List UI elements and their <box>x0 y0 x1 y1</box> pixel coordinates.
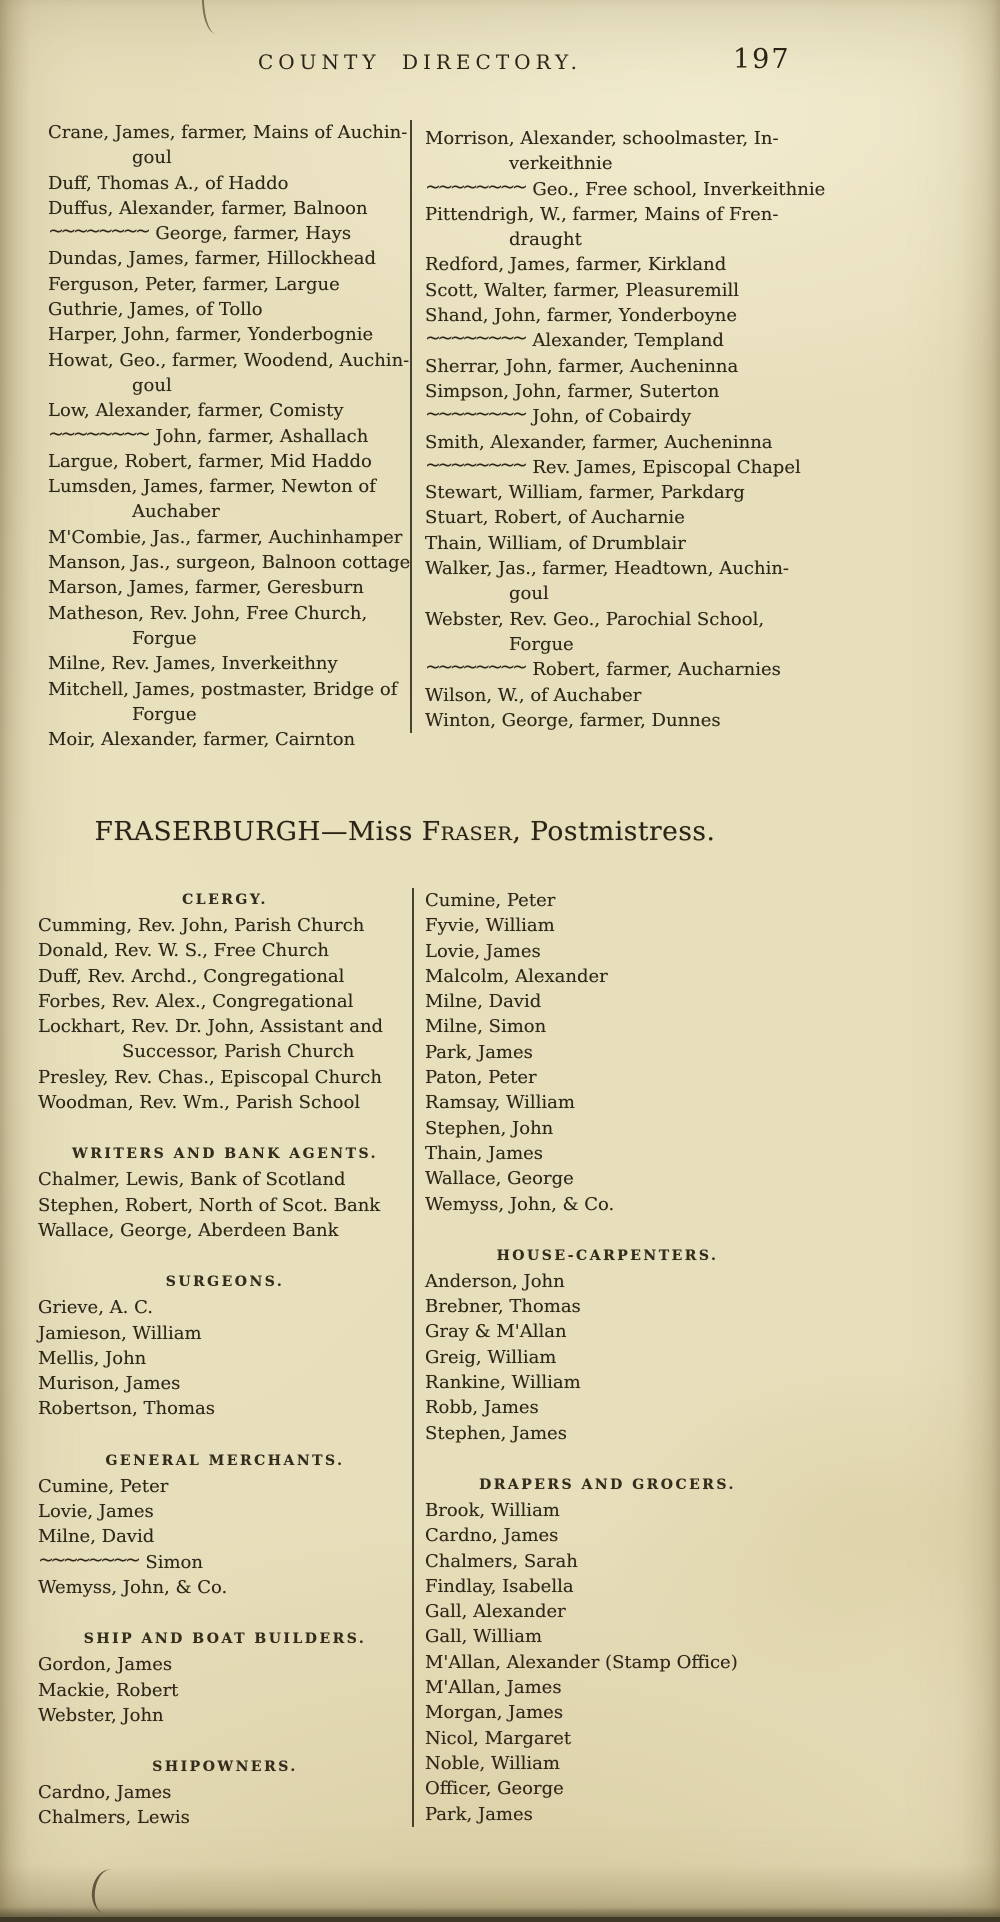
entry-continuation: goul <box>509 583 549 605</box>
directory-entry: Cardno, James <box>425 1525 559 1547</box>
directory-entry: Chalmers, Lewis <box>38 1807 190 1829</box>
directory-entry: Lockhart, Rev. Dr. John, Assistant and <box>38 1016 384 1038</box>
directory-entry: Presley, Rev. Chas., Episcopal Church <box>38 1066 382 1088</box>
trade-heading: SHIP AND BOAT BUILDERS. <box>83 1631 367 1648</box>
directory-entry: Mitchell, James, postmaster, Bridge of <box>48 678 398 700</box>
directory-entry: Crane, James, farmer, Mains of Auchin- <box>48 122 408 143</box>
directory-entry: Stephen, Robert, North of Scot. Bank <box>38 1194 381 1216</box>
county-column-right <box>410 120 825 733</box>
directory-entry: Webster, Rev. Geo., Parochial School, <box>425 608 765 630</box>
directory-entry: M'Allan, James <box>425 1677 562 1699</box>
directory-entry: Chalmer, Lewis, Bank of Scotland <box>38 1169 346 1191</box>
directory-entry: Park, James <box>425 1803 533 1825</box>
ditto-mark: ~~~~~~~~ <box>48 220 148 243</box>
directory-entry: ~~~~~~~~ Rev. James, Episcopal Chapel <box>425 453 801 478</box>
directory-entry: Webster, John <box>38 1704 164 1726</box>
directory-entry: Stephen, John <box>425 1117 554 1139</box>
directory-entry: ~~~~~~~~ George, farmer, Hays <box>48 220 352 245</box>
directory-entry: Murison, James <box>38 1373 181 1395</box>
trade-heading: CLERGY. <box>182 892 268 908</box>
ditto-mark: ~~~~~~~~ <box>38 1548 138 1571</box>
directory-entry: Gall, Alexander <box>425 1601 566 1623</box>
directory-entry: Cumming, Rev. John, Parish Church <box>38 915 365 936</box>
directory-entry: Cumine, Peter <box>38 1475 169 1497</box>
directory-entry: Harper, John, farmer, Yonderbognie <box>48 324 374 346</box>
directory-entry: Wemyss, John, & Co. <box>38 1576 228 1598</box>
directory-entry: Morgan, James <box>425 1702 564 1724</box>
directory-entry: Lovie, James <box>38 1501 154 1523</box>
entry-continuation: draught <box>509 229 582 251</box>
directory-entry: M'Combie, Jas., farmer, Auchinhamper <box>48 526 403 548</box>
trade-heading: DRAPERS AND GROCERS. <box>479 1476 736 1493</box>
directory-entry: Gordon, James <box>38 1654 173 1676</box>
directory-entry: Moir, Alexander, farmer, Cairnton <box>48 729 356 751</box>
entry-continuation: Forgue <box>509 633 574 655</box>
directory-entry: Manson, Jas., surgeon, Balnoon cottage <box>48 552 411 574</box>
directory-entry: Mackie, Robert <box>38 1679 179 1701</box>
ditto-mark: ~~~~~~~~ <box>425 453 525 476</box>
directory-entry: Milne, David <box>38 1526 155 1548</box>
directory-entry: ~~~~~~~~ Robert, farmer, Aucharnies <box>425 656 781 681</box>
directory-entry: Stewart, William, farmer, Parkdarg <box>425 482 745 504</box>
directory-entry: Low, Alexander, farmer, Comisty <box>48 400 344 422</box>
directory-entry: Greig, William <box>425 1346 557 1368</box>
directory-entry: Fyvie, William <box>425 915 555 937</box>
directory-entry: ~~~~~~~~ Geo., Free school, Inverkeithnie <box>425 175 826 200</box>
entry-continuation: goul <box>132 374 172 396</box>
directory-entry: Milne, Rev. James, Inverkeithny <box>48 653 338 675</box>
fraserburgh-heading <box>40 816 770 847</box>
ditto-mark: ~~~~~~~~ <box>425 327 525 350</box>
directory-entry: Robb, James <box>425 1397 539 1419</box>
directory-entry: Howat, Geo., farmer, Woodend, Auchin- <box>48 349 410 371</box>
directory-entry: Shand, John, farmer, Yonderboyne <box>425 305 737 327</box>
directory-entry: Rankine, William <box>425 1372 581 1394</box>
directory-entry: Thain, James <box>425 1142 544 1164</box>
fraserburgh-place: FRASERBURGH <box>94 816 321 847</box>
trade-heading: SHIPOWNERS. <box>152 1759 298 1776</box>
directory-entry: Nicol, Margaret <box>425 1727 572 1749</box>
directory-entry: Stephen, James <box>425 1422 567 1444</box>
trade-heading: SURGEONS. <box>165 1274 285 1291</box>
directory-entry: Lovie, James <box>425 940 541 962</box>
postmistress-pre: Miss <box>347 816 422 847</box>
trade-heading: HOUSE-CARPENTERS. <box>496 1247 719 1264</box>
directory-entry: Woodman, Rev. Wm., Parish School <box>38 1092 361 1114</box>
directory-entry: Largue, Robert, farmer, Mid Haddo <box>48 450 372 472</box>
directory-entry: Cumine, Peter <box>425 890 556 911</box>
directory-entry: Duff, Thomas A., of Haddo <box>48 172 289 194</box>
directory-entry: Jamieson, William <box>38 1322 202 1344</box>
directory-entry: Walker, Jas., farmer, Headtown, Auchin- <box>425 558 790 580</box>
directory-entry: Duffus, Alexander, farmer, Balnoon <box>48 197 368 219</box>
heading-dash: — <box>320 816 348 847</box>
directory-entry: Dundas, James, farmer, Hillockhead <box>48 248 376 270</box>
scan-crease-mark <box>201 0 220 35</box>
directory-entry: Noble, William <box>425 1752 560 1774</box>
directory-entry: Marson, James, farmer, Geresburn <box>48 577 364 599</box>
directory-entry: Gall, William <box>425 1626 543 1648</box>
ditto-mark: ~~~~~~~~ <box>425 175 525 198</box>
directory-entry: Malcolm, Alexander <box>425 965 608 987</box>
directory-entry: Robertson, Thomas <box>38 1398 215 1420</box>
fraserburgh-column-right <box>412 888 790 1827</box>
directory-entry: Brook, William <box>425 1499 560 1521</box>
directory-entry: Simpson, John, farmer, Suterton <box>425 380 720 402</box>
trade-heading: WRITERS AND BANK AGENTS. <box>71 1146 378 1163</box>
directory-entry: Pittendrigh, W., farmer, Mains of Fren- <box>425 203 779 225</box>
ditto-mark: ~~~~~~~~ <box>48 422 148 445</box>
directory-entry: Stuart, Robert, of Aucharnie <box>425 507 685 529</box>
directory-entry: Matheson, Rev. John, Free Church, <box>48 602 368 624</box>
directory-entry: Milne, David <box>425 991 542 1013</box>
directory-entry: Guthrie, James, of Tollo <box>48 299 263 321</box>
postmistress-post: , Postmistress. <box>512 816 716 847</box>
directory-entry: Paton, Peter <box>425 1067 537 1089</box>
directory-entry: Officer, George <box>425 1778 564 1800</box>
directory-entry: Grieve, A. C. <box>38 1297 153 1319</box>
directory-entry: Forbes, Rev. Alex., Congregational <box>38 990 354 1012</box>
directory-entry: Mellis, John <box>38 1347 147 1369</box>
directory-entry: Sherrar, John, farmer, Aucheninna <box>425 355 739 377</box>
directory-entry: Lumsden, James, farmer, Newton of <box>48 476 376 498</box>
fraserburgh-column-left <box>38 888 412 1831</box>
directory-entry: Milne, Simon <box>425 1016 547 1038</box>
directory-entry: Anderson, John <box>425 1270 565 1292</box>
ditto-mark: ~~~~~~~~ <box>425 656 525 679</box>
page-number: 197 <box>733 44 791 75</box>
directory-entry: Wallace, George <box>425 1168 574 1190</box>
directory-entry: Ferguson, Peter, farmer, Largue <box>48 273 340 295</box>
directory-entry: ~~~~~~~~ John, farmer, Ashallach <box>48 422 369 447</box>
section-county-directory <box>48 120 826 752</box>
directory-entry: Redford, James, farmer, Kirkland <box>425 254 727 276</box>
directory-entry: Brebner, Thomas <box>425 1296 581 1318</box>
directory-entry: Thain, William, of Drumblair <box>425 532 686 554</box>
county-column-left <box>48 120 410 752</box>
running-head: COUNTY DIRECTORY. <box>257 50 582 74</box>
entry-continuation: Auchaber <box>132 501 220 523</box>
directory-entry: Ramsay, William <box>425 1092 575 1114</box>
entry-continuation: Forgue <box>132 627 197 649</box>
directory-entry: Scott, Walter, farmer, Pleasuremill <box>425 279 740 301</box>
entry-continuation: Successor, Parish Church <box>122 1041 355 1063</box>
trade-heading: GENERAL MERCHANTS. <box>105 1452 345 1469</box>
directory-entry: Findlay, Isabella <box>425 1575 574 1597</box>
entry-continuation: Forgue <box>132 703 197 725</box>
section-fraserburgh <box>38 888 790 1831</box>
directory-entry: Gray & M'Allan <box>425 1321 567 1343</box>
directory-entry: Winton, George, farmer, Dunnes <box>425 709 721 731</box>
directory-entry: Cardno, James <box>38 1782 172 1804</box>
directory-entry: Wallace, George, Aberdeen Bank <box>38 1219 339 1241</box>
ditto-mark: ~~~~~~~~ <box>425 403 525 426</box>
directory-entry: Park, James <box>425 1041 533 1063</box>
directory-entry: ~~~~~~~~ Alexander, Templand <box>425 327 724 352</box>
directory-entry: Duff, Rev. Archd., Congregational <box>38 965 345 987</box>
postmistress-name: Fraser <box>421 816 513 847</box>
directory-entry: ~~~~~~~~ John, of Cobairdy <box>425 403 692 428</box>
directory-entry: Morrison, Alexander, schoolmaster, In- <box>425 128 779 149</box>
entry-continuation: goul <box>132 147 172 169</box>
directory-entry: Donald, Rev. W. S., Free Church <box>38 940 330 962</box>
directory-entry: Smith, Alexander, farmer, Aucheninna <box>425 431 773 453</box>
scan-edge <box>0 1917 1000 1922</box>
directory-entry: Wilson, W., of Auchaber <box>425 684 642 706</box>
entry-continuation: verkeithnie <box>509 153 613 175</box>
directory-entry: M'Allan, Alexander (Stamp Office) <box>425 1651 738 1673</box>
directory-entry: Chalmers, Sarah <box>425 1550 578 1572</box>
directory-entry: ~~~~~~~~ Simon <box>38 1548 203 1573</box>
directory-entry: Wemyss, John, & Co. <box>425 1193 615 1215</box>
